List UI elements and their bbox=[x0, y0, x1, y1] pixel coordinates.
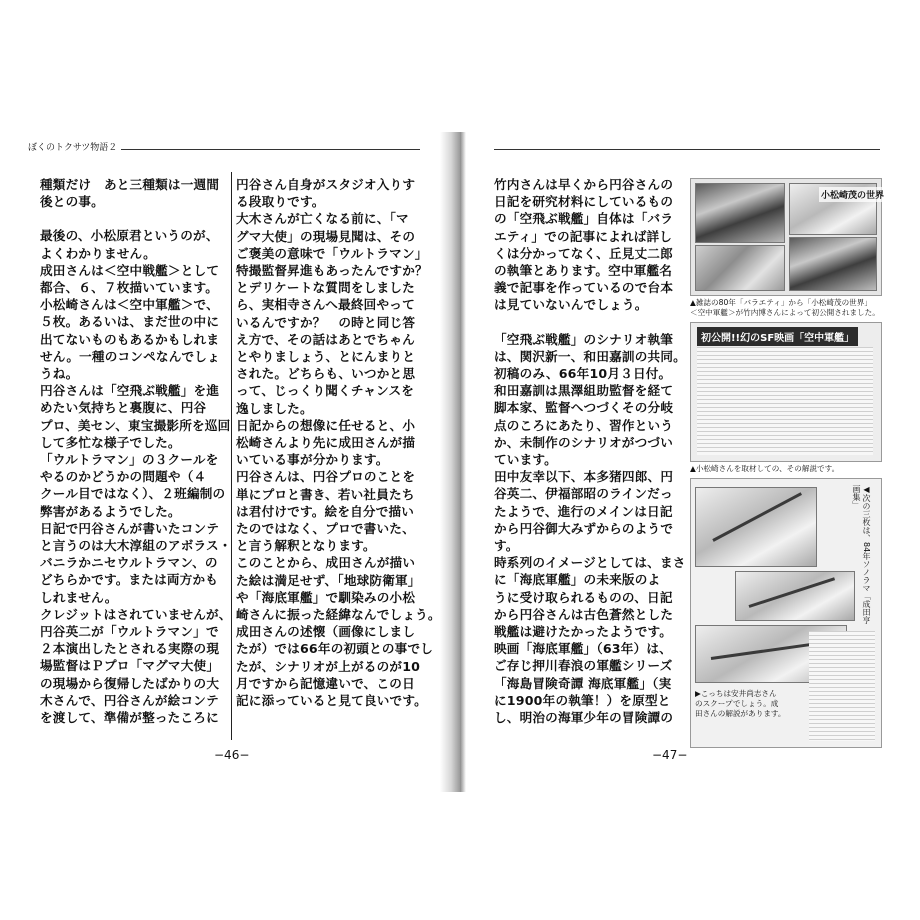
text-line: 円谷さんは「空飛ぶ戦艦」を進 bbox=[40, 383, 220, 399]
text-line: プロ、美セン、東宝撮影所を巡回 bbox=[40, 417, 231, 433]
airship-sketch-2 bbox=[735, 571, 855, 621]
text-line: って、じっくり聞くチャンスを bbox=[236, 383, 415, 399]
text-line: た絵は満足せず、「地球防衛軍」 bbox=[236, 572, 421, 588]
figure-2-caption: ▲小松崎さんを取材しての、その解説です。 bbox=[690, 464, 840, 473]
text-line: と言う解釈となります。 bbox=[236, 538, 376, 554]
article-clipping bbox=[690, 322, 882, 462]
text-line: 戦艦は避けたかったようです。 bbox=[494, 624, 673, 640]
text-line: 最後の、小松原君というのが、 bbox=[40, 228, 219, 244]
text-line: ご存じ押川春浪の軍艦シリーズ bbox=[494, 658, 673, 674]
magazine-title: 小松崎茂の世界 bbox=[819, 187, 886, 202]
text-line: ご褒美の意味で「ウルトラマン」 bbox=[236, 245, 428, 261]
text-line: エティ」での記事によれば詳し bbox=[494, 228, 673, 244]
text-line: たが）では66年の初頭との事でし bbox=[236, 641, 434, 657]
text-line: か、未制作のシナリオがつづい bbox=[494, 434, 673, 450]
article-body-text bbox=[697, 347, 873, 455]
left-page-column-2 bbox=[236, 176, 441, 709]
text-line: たのではなく、プロで書いた、 bbox=[236, 521, 415, 537]
right-page-number: −47− bbox=[652, 748, 688, 762]
text-line: 日記を研究材料にしているもの bbox=[494, 194, 674, 210]
figure-3-vertical-caption: ◀次の三枚は、84年ソノラマ「成田亨画集」 bbox=[852, 485, 871, 625]
text-line: や「海底軍艦」で馴染みの小松 bbox=[236, 589, 416, 605]
text-line: ています。 bbox=[494, 452, 557, 468]
text-line: いている事が分かります。 bbox=[236, 452, 389, 468]
text-line: 崎さんに振った経緯なんでしょう。 bbox=[236, 607, 441, 623]
text-line: ２本演出したとされる実際の現 bbox=[40, 641, 220, 657]
text-line: から円谷御大みずからのようで bbox=[494, 520, 674, 536]
text-line: は見ていないんでしょう。 bbox=[494, 297, 648, 313]
text-line: ５枚。あるいは、まだ世の中に bbox=[40, 314, 220, 330]
text-line: 田中友幸以下、本多猪四郎、円 bbox=[494, 469, 674, 485]
book-gutter-shadow bbox=[440, 132, 460, 792]
text-line: グマ大使」の現場見聞は、その bbox=[236, 228, 416, 244]
text-line: 映画「海底軍艦」（63年）は、 bbox=[494, 641, 672, 657]
text-line: 点のころにあたり、習作という bbox=[494, 417, 674, 433]
text-line: から円谷さんは古色蒼然とした bbox=[494, 606, 674, 622]
book-gutter-edge bbox=[460, 132, 466, 792]
text-line: は、関沢新一、和田嘉訓の共同。 bbox=[494, 348, 686, 364]
right-header-rule bbox=[494, 149, 880, 150]
text-line: 場監督はＰプロ「マグマ大使」 bbox=[40, 658, 220, 674]
airship-illustration-4 bbox=[789, 237, 877, 291]
text-line: 谷英二、伊福部昭のラインだっ bbox=[494, 486, 673, 502]
text-line: くは分かってなく、丘見丈二郎 bbox=[494, 245, 673, 261]
text-line: どちらかです。または両方かも bbox=[40, 572, 219, 588]
text-line: 初稿のみ、66年10月３日付。 bbox=[494, 366, 672, 382]
text-line: された。どちらも、いつかと思 bbox=[236, 366, 416, 382]
text-line: 脚本家、監督へつづくその分岐 bbox=[494, 400, 674, 416]
text-line: 都合、６、７枚描いています。 bbox=[40, 280, 219, 296]
text-line: ら、実相寺さんへ最終回やって bbox=[236, 297, 415, 313]
text-line: 円谷英二が「ウルトラマン」で bbox=[40, 624, 219, 640]
airship-sketch-1 bbox=[695, 487, 817, 567]
text-line: 出てないものもあるかもしれま bbox=[40, 331, 220, 347]
text-line bbox=[40, 210, 232, 227]
text-line: の現場から復帰したばかりの大 bbox=[40, 675, 220, 691]
airship-illustration-1 bbox=[695, 183, 785, 243]
text-line: 松崎さんより先に成田さんが描 bbox=[236, 435, 416, 451]
text-line: え方で、その話はあとでちゃん bbox=[236, 331, 415, 347]
sketch-notes-text bbox=[809, 631, 875, 741]
running-header bbox=[28, 140, 420, 154]
text-line: に「海底軍艦」の未来版のよ bbox=[494, 572, 661, 588]
text-line: せん。一種のコンペなんでしょ bbox=[40, 348, 220, 364]
text-line bbox=[494, 314, 686, 331]
text-line: 「海島冒険奇譚 海底軍艦」（実 bbox=[494, 675, 672, 691]
text-line: 月ですから記憶違いで、この日 bbox=[236, 675, 415, 691]
text-line: 弊害があるようでした。 bbox=[40, 503, 181, 519]
text-line: このことから、成田さんが描い bbox=[236, 555, 416, 571]
text-line: クレジットはされていませんが、 bbox=[40, 606, 232, 622]
text-line: 日記で円谷さんが書いたコンテ bbox=[40, 520, 220, 536]
text-line: うに受け取られるものの、日記 bbox=[494, 589, 673, 605]
article-banner: 初公開!!幻のSF映画「空中軍艦」 bbox=[697, 327, 858, 346]
text-line: 特撮監督昇進もあったんですか？ bbox=[236, 263, 428, 279]
figure-1-caption: ▲雑誌の80年「バラエティ」から「小松崎茂の世界」 ＜空中軍艦＞が竹内博さんによって初公開されました。 bbox=[690, 298, 880, 317]
figure-3-caption: ▶こっちは安井尚志さん のスクープでしょう。成 田さんの解説があります。 bbox=[695, 689, 786, 718]
text-line: めたい気持ちと裏腹に、円谷 bbox=[40, 400, 207, 416]
text-line: 単にプロと書き、若い社員たち bbox=[236, 486, 415, 502]
text-line: 日記からの想像に任せると、小 bbox=[236, 417, 416, 433]
text-line: 成田さんは＜空中戦艦＞として bbox=[40, 262, 220, 278]
text-line: 種類だけ あと三種類は一週間 bbox=[40, 177, 220, 192]
magazine-spread-image bbox=[690, 178, 885, 296]
airship-illustration-2 bbox=[695, 245, 785, 291]
text-line: とやりましょう、とにんまりと bbox=[236, 349, 416, 365]
text-line: とデリケートな質問をしました bbox=[236, 280, 415, 296]
text-line: して多忙な様子でした。 bbox=[40, 434, 181, 450]
text-line: よくわかりません。 bbox=[40, 245, 156, 261]
running-title: ぼくのトクサツ物語２ bbox=[28, 140, 121, 153]
text-line: 「空飛ぶ戦艦」のシナリオ執筆 bbox=[494, 331, 673, 347]
text-line: 円谷さんは、円谷プロのことを bbox=[236, 469, 416, 485]
text-line: バニラかニセウルトラマン、の bbox=[40, 555, 218, 571]
right-page-column bbox=[494, 176, 686, 726]
text-line: 義で記事を作っているので台本 bbox=[494, 280, 674, 296]
text-line: 和田嘉訓は黒澤組助監督を経て bbox=[494, 383, 674, 399]
text-line: 成田さんの述懐（画像にしまし bbox=[236, 624, 416, 640]
narita-sketch-page bbox=[690, 478, 882, 748]
text-line: 大木さんが亡くなる前に、「マ bbox=[236, 211, 409, 227]
text-line: 時系列のイメージとしては、まさ bbox=[494, 555, 686, 571]
text-line: と言うのは大木淳組のアボラス・ bbox=[40, 538, 232, 554]
left-page-column-1 bbox=[40, 176, 232, 726]
text-line: 竹内さんは早くから円谷さんの bbox=[494, 177, 674, 192]
text-line: を渡して、準備が整ったころに bbox=[40, 710, 219, 726]
text-line: たが、シナリオが上がるのが10 bbox=[236, 658, 421, 674]
text-line: やるのかどうかの問題や（４ bbox=[40, 469, 207, 485]
text-line: し、明治の海軍少年の冒険譚の bbox=[494, 710, 674, 726]
text-line: たようで、進行のメインは日記 bbox=[494, 503, 673, 519]
text-line: 記に添っていると見て良いです。 bbox=[236, 693, 427, 709]
text-line: 円谷さん自身がスタジオ入りす bbox=[236, 177, 416, 192]
left-page-number: −46− bbox=[214, 748, 250, 762]
text-line: は君付けです。絵を自分で描い bbox=[236, 503, 415, 519]
text-line: 逸しました。 bbox=[236, 400, 313, 416]
text-line: の「空飛ぶ戦艦」自体は「バラ bbox=[494, 211, 674, 227]
text-line: 「ウルトラマン」の３クールを bbox=[40, 452, 219, 468]
text-line: うね。 bbox=[40, 366, 79, 382]
text-line: す。 bbox=[494, 538, 519, 554]
text-line: いるんですか？ の時と同じ答 bbox=[236, 314, 416, 330]
text-line: 木さんで、円谷さんが絵コンテ bbox=[40, 692, 219, 708]
text-line: る段取りです。 bbox=[236, 194, 325, 210]
text-line: しれません。 bbox=[40, 589, 118, 605]
text-line: クール目ではなく）、２班編制の bbox=[40, 486, 226, 502]
text-line: 後との事。 bbox=[40, 194, 104, 210]
text-line: に1900年の執筆！）を原型と bbox=[494, 692, 671, 708]
column-divider bbox=[231, 172, 232, 740]
text-line: 小松崎さんは＜空中軍艦＞で、 bbox=[40, 297, 219, 313]
text-line: の執筆とあります。空中軍艦名 bbox=[494, 263, 673, 279]
